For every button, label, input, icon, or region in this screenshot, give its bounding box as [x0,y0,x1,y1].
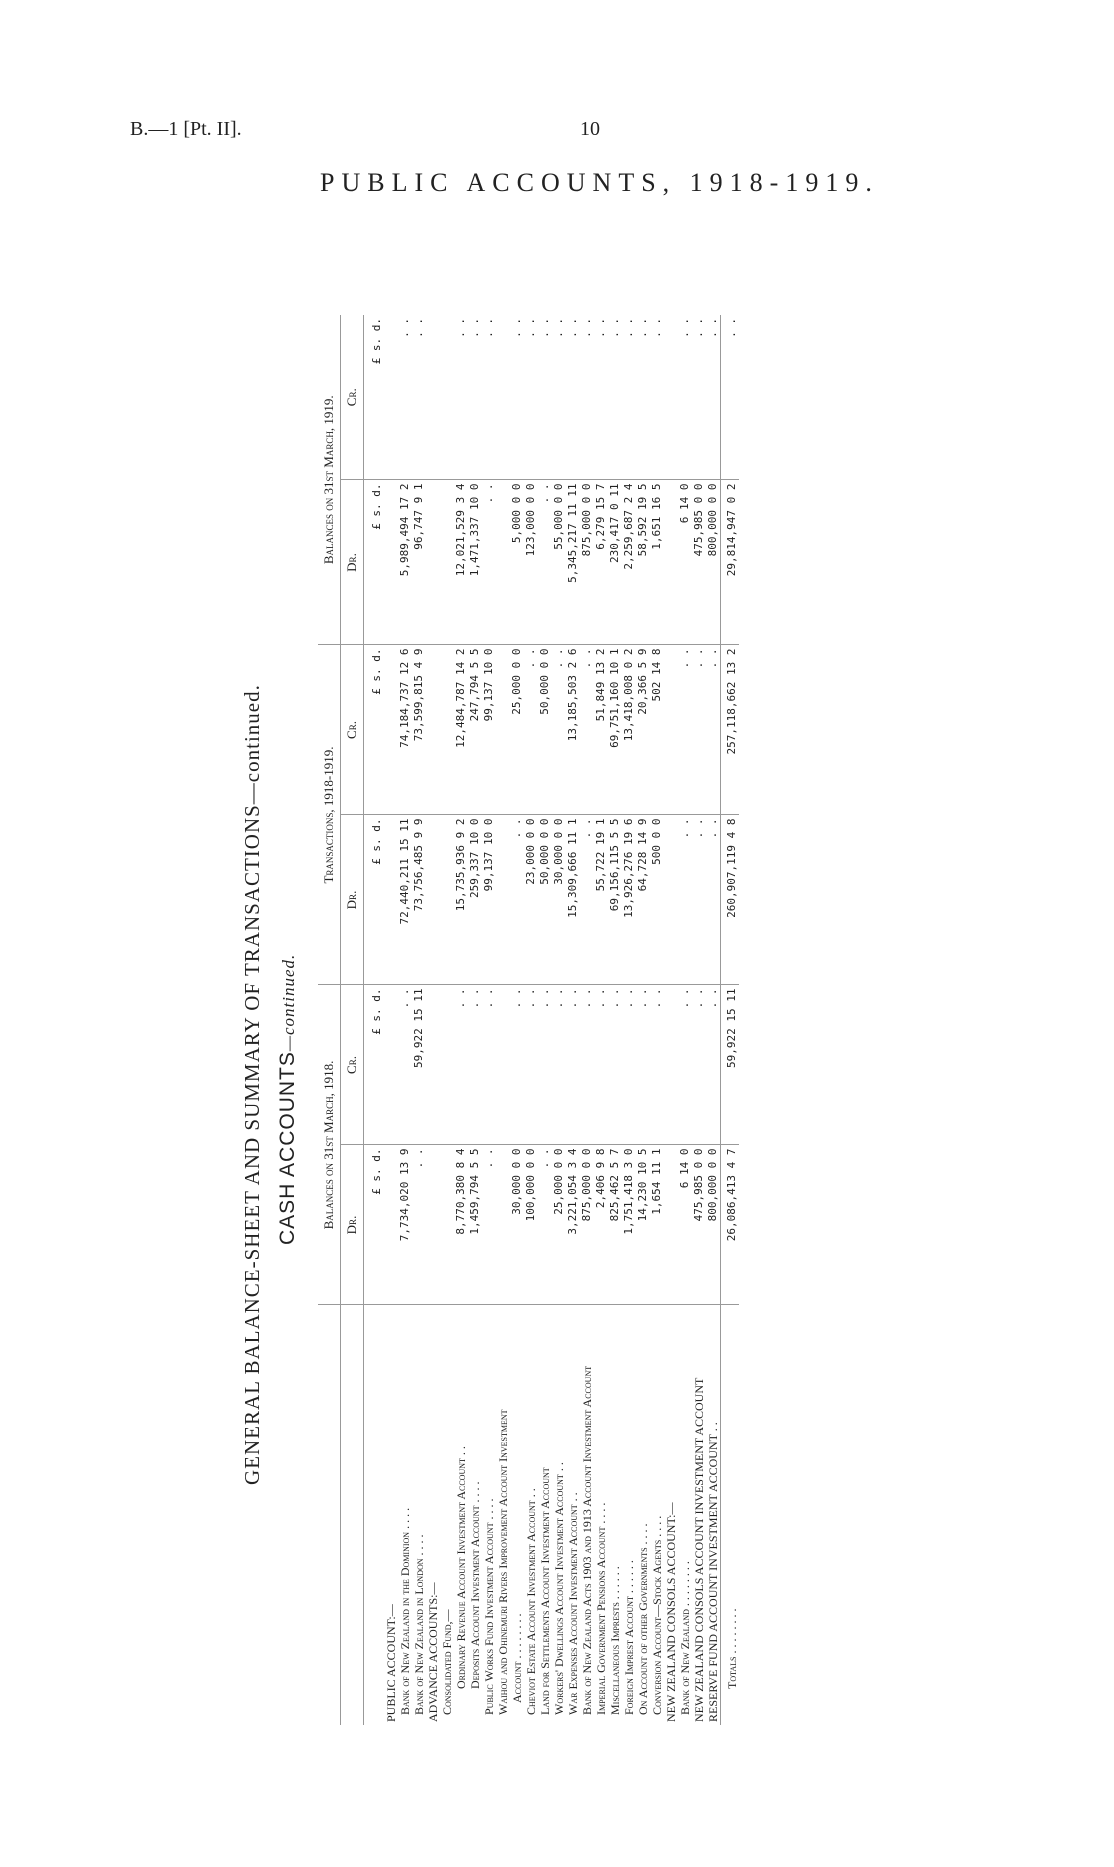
amount-tr-cr: . . [580,645,594,815]
unit-label: £ s. d. [364,985,385,1145]
table-row [524,315,538,1725]
amount-tr-dr: 13,926,276 19 6 [622,815,636,985]
account-name: Conversion Account—Stock Agents . . . . [650,1515,664,1715]
statement-title: GENERAL BALANCE-SHEET AND SUMMARY OF TRANSACTIONS—continued. [240,684,264,1485]
account-name: Consolidated Fund,— [440,1609,454,1715]
amount-b18-cr: . . [678,985,692,1145]
amount-tr-cr: 51,849 13 2 [594,645,608,815]
amount-tr-cr: 50,000 0 0 [538,645,552,815]
amount-b19-dr: 875,000 0 0 [580,480,594,645]
amount-b18-dr [426,1145,440,1305]
amount-b18-cr: . . [608,985,622,1145]
amount-b19-cr: . . [650,315,664,480]
table-row [510,315,524,1725]
amount-tr-cr: 13,185,503 2 6 [566,645,580,815]
amount-b18-cr: . . [510,985,524,1145]
page-number: 10 [580,118,600,140]
account-name: Cheviot Estate Account Investment Account . . [524,1488,538,1715]
amount-b19-cr [426,315,440,480]
amount-tr-dr: 72,440,211 15 11 [398,815,412,985]
amount-b18-dr: 1,459,794 5 5 [468,1145,482,1305]
amount-b18-dr [384,1145,398,1305]
amount-b19-cr: . . [622,315,636,480]
amount-tr-dr: 23,000 0 0 [524,815,538,985]
amount-b19-dr [440,480,454,645]
amount-b19-cr: . . [524,315,538,480]
table-body [364,315,721,1725]
amount-tr-dr: 259,337 10 0 [468,815,482,985]
account-name: Bank of New Zealand Acts 1903 and 1913 Account Investment Account [580,1365,594,1715]
amount-b19-dr: 475,985 0 0 [692,480,706,645]
table-row [398,315,412,1725]
group-header-transactions: Transactions, 1918-1919. [318,645,341,985]
account-name: Bank of New Zealand . . . . . . . . [678,1561,692,1715]
amount-b18-dr: 825,462 5 7 [608,1145,622,1305]
amount-b18-cr: . . [706,985,721,1145]
amount-tr-dr: 30,000 0 0 [552,815,566,985]
subheader-row [341,315,364,1725]
amount-tr-dr: 15,309,666 11 1 [566,815,580,985]
account-name: Bank of New Zealand in London . . . . [412,1534,426,1715]
table-row [538,315,552,1725]
cash-accounts-table [318,315,739,1725]
amount-tr-cr: . . [552,645,566,815]
amount-tr-cr: 73,599,815 4 9 [412,645,426,815]
amount-b18-cr: . . [398,985,412,1145]
amount-b18-cr [426,985,440,1145]
amount-b18-dr: 3,221,054 3 4 [566,1145,580,1305]
amount-b18-dr: 1,654 11 1 [650,1145,664,1305]
amount-tr-cr [384,645,398,815]
amount-tr-dr [440,815,454,985]
amount-tr-dr: . . [678,815,692,985]
amount-tr-dr: 50,000 0 0 [538,815,552,985]
amount-b18-cr: . . [468,985,482,1145]
amount-b19-cr [664,315,678,480]
amount-b19-dr: 800,000 0 0 [706,480,721,645]
amount-tr-cr [440,645,454,815]
amount-b19-dr: . . [538,480,552,645]
table-row [622,315,636,1725]
statement-subtitle-main: CASH ACCOUNTS [276,1051,299,1245]
account-name: Public Works Fund Investment Account . . . . [482,1498,496,1715]
account-name: On Account of other Governments . . . . [636,1523,650,1715]
amount-b18-dr: . . [538,1145,552,1305]
account-column-header [318,1305,341,1725]
table-row [384,315,398,1725]
amount-b19-cr: . . [482,315,496,480]
amount-b19-dr: 6 14 0 [678,480,692,645]
amount-b18-cr [664,985,678,1145]
amount-b18-dr: . . [482,1145,496,1305]
amount-tr-cr: 13,418,008 0 2 [622,645,636,815]
amount-b18-dr: 475,985 0 0 [692,1145,706,1305]
unit-label: £ s. d. [364,815,385,985]
amount-b19-dr: 5,000 0 0 [510,480,524,645]
totals-b18-cr: 59,922 15 11 [721,985,740,1145]
amount-tr-dr: 69,156,115 5 5 [608,815,622,985]
account-name: Imperial Government Pensions Account . . . . [594,1502,608,1715]
amount-b19-dr: 123,000 0 0 [524,480,538,645]
table-row [468,315,482,1725]
amount-b19-cr: . . [412,315,426,480]
amount-tr-cr: . . [706,645,721,815]
unit-blank [364,1305,385,1725]
amount-b19-cr: . . [398,315,412,480]
statement-subtitle-suffix: —continued. [279,953,298,1052]
amount-b19-cr: . . [566,315,580,480]
amount-tr-dr: . . [692,815,706,985]
amount-b18-dr: 100,000 0 0 [524,1145,538,1305]
amount-b19-dr: . . [482,480,496,645]
dr-header: Dr. [341,480,364,645]
table-row [496,315,510,1725]
amount-b19-cr [384,315,398,480]
table-row [664,315,678,1725]
amount-tr-cr: . . [692,645,706,815]
amount-b19-dr: 5,345,217 11 11 [566,480,580,645]
account-name: Ordinary Revenue Account Investment Account . . [454,1446,468,1689]
amount-tr-cr [664,645,678,815]
unit-label: £ s. d. [364,480,385,645]
table-row [706,315,721,1725]
amount-b19-cr: . . [510,315,524,480]
amount-b19-cr: . . [468,315,482,480]
amount-b19-cr: . . [706,315,721,480]
amount-b19-dr: 1,471,337 10 0 [468,480,482,645]
account-name: Miscellaneous Imprests . . . . . . [608,1566,622,1715]
amount-tr-cr: 99,137 10 0 [482,645,496,815]
table-row [482,315,496,1725]
amount-b18-cr: . . [594,985,608,1145]
account-name: Waihou and Ohinemuri Rivers Improvement Account Investment [496,1409,510,1715]
group-header-balances-1919: Balances on 31st March, 1919. [318,315,341,645]
table-row [636,315,650,1725]
amount-b18-cr: . . [650,985,664,1145]
amount-b18-cr: . . [538,985,552,1145]
amount-b19-cr: . . [608,315,622,480]
amount-b18-dr [664,1145,678,1305]
table-row [580,315,594,1725]
totals-b18-dr: 26,086,413 4 7 [721,1145,740,1305]
amount-tr-cr: 502 14 8 [650,645,664,815]
amount-b18-dr: . . [412,1145,426,1305]
amount-b19-cr: . . [454,315,468,480]
amount-tr-dr: 500 0 0 [650,815,664,985]
amount-tr-dr: 73,756,485 9 9 [412,815,426,985]
amount-b19-dr [426,480,440,645]
amount-b18-dr [440,1145,454,1305]
amount-tr-cr: 20,366 5 9 [636,645,650,815]
amount-tr-cr: 25,000 0 0 [510,645,524,815]
amount-b18-dr: 7,734,020 13 9 [398,1145,412,1305]
amount-tr-cr: 69,751,160 10 1 [608,645,622,815]
table-row [426,315,440,1725]
table-row [678,315,692,1725]
account-name: Workers' Dwellings Account Investment Account . . [552,1462,566,1715]
totals-tr-cr: 257,118,662 13 2 [721,645,740,815]
amount-tr-dr: . . [706,815,721,985]
amount-b18-cr: . . [482,985,496,1145]
amount-b19-dr: 12,021,529 3 4 [454,480,468,645]
amount-b19-dr [384,480,398,645]
amount-b19-dr: 58,592 19 5 [636,480,650,645]
amount-b18-cr: . . [552,985,566,1145]
amount-b19-dr: 5,989,494 17 2 [398,480,412,645]
amount-b19-dr: 55,000 0 0 [552,480,566,645]
document-reference: B.—1 [Pt. II]. [130,118,242,140]
amount-tr-dr: . . [580,815,594,985]
page-title: PUBLIC ACCOUNTS, 1918-1919. [320,168,879,197]
account-name: Account . . . . . . . . [510,1613,524,1703]
amount-tr-dr [664,815,678,985]
totals-b19-dr: 29,814,947 0 2 [721,480,740,645]
amount-b18-dr: 2,406 9 8 [594,1145,608,1305]
amount-b19-cr: . . [580,315,594,480]
totals-tr-dr: 260,907,119 4 8 [721,815,740,985]
amount-b19-cr: . . [594,315,608,480]
unit-label: £ s. d. [364,645,385,815]
account-subheader [341,1305,364,1725]
amount-tr-dr: 99,137 10 0 [482,815,496,985]
cr-header: Cr. [341,985,364,1145]
amount-tr-cr: 247,794 5 5 [468,645,482,815]
rotated-statement [240,315,800,1725]
amount-tr-cr: 12,484,787 14 2 [454,645,468,815]
amount-b19-cr: . . [538,315,552,480]
amount-tr-cr [426,645,440,815]
table-row [454,315,468,1725]
table-row [566,315,580,1725]
amount-b19-dr: 1,651 16 5 [650,480,664,645]
account-name: Land for Settlements Account Investment Account [538,1467,552,1715]
amount-b18-dr: 800,000 0 0 [706,1145,721,1305]
account-name: NEW ZEALAND CONSOLS ACCOUNT:— [664,1502,678,1722]
amount-b19-cr: . . [636,315,650,480]
amount-b18-dr: 875,000 0 0 [580,1145,594,1305]
amount-b18-dr: 1,751,418 3 0 [622,1145,636,1305]
cr-header: Cr. [341,315,364,480]
totals-label: Totals . . . . . . . . [721,1305,740,1725]
amount-b19-dr [496,480,510,645]
amount-tr-cr: . . [678,645,692,815]
amount-b18-dr: 6 14 0 [678,1145,692,1305]
table-row [440,315,454,1725]
amount-b18-dr [496,1145,510,1305]
table-row [412,315,426,1725]
amount-b18-dr: 8,770,380 8 4 [454,1145,468,1305]
amount-b19-cr [496,315,510,480]
totals-b19-cr: . . [721,315,740,480]
account-name: NEW ZEALAND CONSOLS ACCOUNT INVESTMENT ACCOUNT [692,1377,706,1722]
amount-b18-cr [496,985,510,1145]
account-name: ADVANCE ACCOUNTS:— [426,1582,440,1722]
amount-b18-cr: . . [580,985,594,1145]
amount-tr-dr [496,815,510,985]
amount-tr-cr [496,645,510,815]
unit-row [364,315,385,1725]
amount-tr-dr: 64,728 14 9 [636,815,650,985]
account-name: RESERVE FUND ACCOUNT INVESTMENT ACCOUNT . . [706,1422,720,1722]
amount-b18-dr: 25,000 0 0 [552,1145,566,1305]
amount-b19-cr [440,315,454,480]
amount-b19-cr: . . [692,315,706,480]
account-name: Foreign Imprest Account . . . . . . [622,1560,636,1715]
dr-header: Dr. [341,1145,364,1305]
amount-b18-cr: . . [454,985,468,1145]
amount-b19-dr: 2,259,687 2 4 [622,480,636,645]
amount-b18-cr: 59,922 15 11 [412,985,426,1145]
table-row [594,315,608,1725]
table-row [692,315,706,1725]
amount-tr-dr [426,815,440,985]
amount-b18-dr: 30,000 0 0 [510,1145,524,1305]
amount-b19-dr [664,480,678,645]
amount-b18-cr: . . [622,985,636,1145]
account-name: Bank of New Zealand in the Dominion . . . . [398,1507,412,1715]
unit-label: £ s. d. [364,1145,385,1305]
unit-label: £ s. d. [364,315,385,480]
table-row [608,315,622,1725]
amount-tr-cr: 74,184,737 12 6 [398,645,412,815]
group-header-balances-1918: Balances on 31st March, 1918. [318,985,341,1305]
table-row [552,315,566,1725]
amount-b19-cr: . . [552,315,566,480]
account-name: PUBLIC ACCOUNT:— [384,1604,398,1722]
amount-b18-cr [440,985,454,1145]
amount-tr-cr: . . [524,645,538,815]
account-name: Deposits Account Investment Account . . . . [468,1481,482,1689]
amount-b18-cr: . . [692,985,706,1145]
account-name: War Expenses Account Investment Account . . [566,1492,580,1715]
statement-subtitle [276,954,300,1245]
dr-header: Dr. [341,815,364,985]
totals-row [721,315,740,1725]
amount-b18-cr: . . [566,985,580,1145]
amount-tr-dr: 55,722 19 1 [594,815,608,985]
amount-tr-dr: 15,735,936 9 2 [454,815,468,985]
amount-b18-cr [384,985,398,1145]
table-row [650,315,664,1725]
amount-tr-dr: . . [510,815,524,985]
cr-header: Cr. [341,645,364,815]
amount-b18-cr: . . [636,985,650,1145]
amount-tr-dr [384,815,398,985]
amount-b19-dr: 230,417 0 11 [608,480,622,645]
group-header-row [318,315,341,1725]
amount-b18-cr: . . [524,985,538,1145]
amount-b18-dr: 14,230 10 5 [636,1145,650,1305]
amount-b19-dr: 96,747 9 1 [412,480,426,645]
amount-b19-dr: 6,279 15 7 [594,480,608,645]
amount-b19-cr: . . [678,315,692,480]
